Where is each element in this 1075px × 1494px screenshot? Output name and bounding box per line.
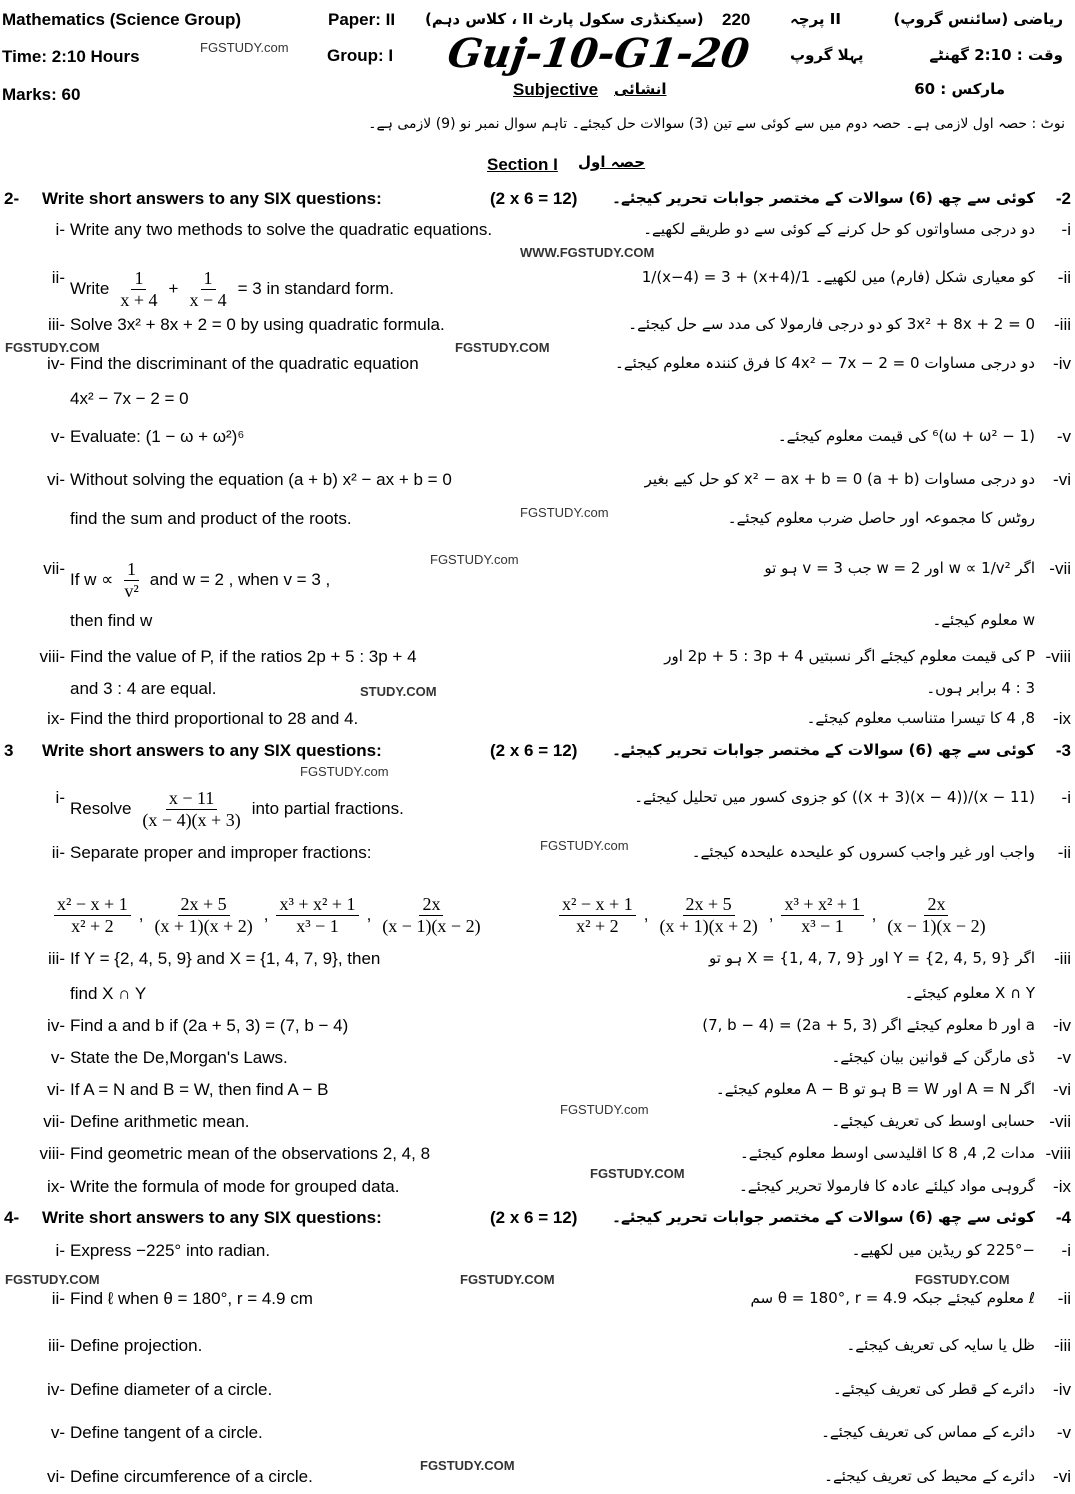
urdu-question-text: 3 : 4 برابر ہوں۔ bbox=[926, 679, 1035, 697]
question-line bbox=[0, 741, 1075, 760]
handwritten-date: Guj-10-G1-20 bbox=[444, 30, 753, 77]
urdu-question-number: -4 bbox=[1055, 1208, 1071, 1227]
urdu-instructions-note: نوٹ : حصہ اول لازمی ہے۔ حصہ دوم میں سے کوئی سے تین (3) سوالات حل کیجئے۔ تاہم سوال نمبر نو (9) لازمی ہے۔ bbox=[368, 116, 1065, 132]
urdu-question-text: کوئی سے چھ (6) سوالات کے مختصر جوابات تحریر کیجئے۔ bbox=[612, 189, 1035, 207]
text-segment: Solve 3x² + 8x + 2 = 0 by using quadratic formula. bbox=[70, 315, 445, 334]
question-line bbox=[0, 354, 1075, 373]
urdu-question-text: (1 − ω + ω²)⁶ کی قیمت معلوم کیجئے۔ bbox=[777, 427, 1035, 445]
text-segment: Express −225° into radian. bbox=[70, 1241, 271, 1260]
text-segment: Define circumference of a circle. bbox=[70, 1467, 313, 1486]
question-number: ix- bbox=[47, 709, 65, 728]
question-number: iv- bbox=[47, 1380, 65, 1399]
urdu-question-number: -ix bbox=[1053, 709, 1071, 728]
urdu-question-number: -vi bbox=[1053, 470, 1071, 489]
urdu-question-number: -iv bbox=[1053, 1380, 1071, 1399]
urdu-question-text: حسابی اوسط کی تعریف کیجئے۔ bbox=[831, 1112, 1035, 1130]
fraction bbox=[151, 894, 255, 936]
watermark-text: FGSTUDY.COM bbox=[5, 1272, 100, 1287]
question-text bbox=[66, 220, 496, 240]
text-segment: , bbox=[138, 905, 144, 925]
question-line bbox=[0, 1112, 1075, 1131]
text-segment: , bbox=[768, 905, 774, 925]
text-segment: , bbox=[366, 905, 372, 925]
text-segment: Write the formula of mode for grouped data. bbox=[70, 1177, 400, 1196]
urdu-class-label: (سیکنڈری سکول پارٹ II ، کلاس دہم) bbox=[425, 10, 704, 28]
text-segment: Write any two methods to solve the quadratic equations. bbox=[70, 220, 493, 239]
text-segment: Evaluate: (1 − ω + ω²)⁶ bbox=[70, 427, 245, 446]
question-number: ii- bbox=[51, 843, 65, 862]
text-segment: Without solving the equation (a + b) x² − ax + b = 0 bbox=[70, 470, 452, 489]
numerator: 2x bbox=[419, 894, 443, 916]
watermark-text: FGSTUDY.COM bbox=[5, 340, 100, 355]
urdu-section-heading: حصہ اول bbox=[578, 153, 646, 171]
urdu-question-number: -ii bbox=[1057, 1289, 1071, 1308]
urdu-question-number: -vii bbox=[1049, 559, 1071, 578]
urdu-question-text: ڈی مارگن کے قوانین بیان کیجئے۔ bbox=[831, 1048, 1035, 1066]
question-text bbox=[66, 984, 150, 1004]
question-line bbox=[0, 1289, 1075, 1308]
urdu-question-number: -vi bbox=[1053, 1467, 1071, 1486]
question-text bbox=[66, 1467, 317, 1487]
question-line bbox=[0, 1177, 1075, 1196]
question-number: viii- bbox=[39, 647, 65, 666]
urdu-question-text: کو معیاری شکل (فارم) میں لکھیے۔ 1/(x+4) + 1/(x−4) = 3 bbox=[641, 268, 1035, 286]
numerator: 1 bbox=[131, 268, 146, 290]
question-number: vi- bbox=[47, 1467, 65, 1486]
question-text bbox=[66, 470, 456, 490]
watermark-text: FGSTUDY.COM bbox=[915, 1272, 1010, 1287]
section-heading: Section I bbox=[487, 155, 558, 174]
question-line bbox=[0, 611, 1075, 630]
text-segment: If A = N and B = W, then find A − B bbox=[70, 1080, 329, 1099]
question-text bbox=[66, 1080, 332, 1100]
urdu-question-number: -vii bbox=[1049, 1112, 1071, 1131]
question-marks: (2 x 6 = 12) bbox=[490, 189, 578, 208]
subject-title: Mathematics (Science Group) bbox=[2, 10, 242, 29]
fraction bbox=[121, 559, 141, 601]
text-segment: If w ∝ bbox=[70, 570, 114, 590]
text-segment: and w = 2 , when v = 3 , bbox=[149, 570, 331, 590]
urdu-question-text: دائرے کے محیط کی تعریف کیجئے۔ bbox=[824, 1467, 1035, 1485]
question-line bbox=[0, 427, 1075, 446]
text-segment: find the sum and product of the roots. bbox=[70, 509, 352, 528]
urdu-question-text: 8, 4 کا تیسرا متناسب معلوم کیجئے۔ bbox=[806, 709, 1035, 727]
numerator: 2x bbox=[924, 894, 948, 916]
watermark-text: STUDY.COM bbox=[360, 684, 437, 699]
urdu-question-number: -v bbox=[1056, 427, 1071, 446]
question-text bbox=[66, 268, 398, 310]
text-segment: Define diameter of a circle. bbox=[70, 1380, 273, 1399]
fraction bbox=[54, 894, 131, 936]
fraction bbox=[781, 894, 863, 936]
watermark-text: FGSTUDY.COM bbox=[460, 1272, 555, 1287]
question-text bbox=[66, 559, 334, 601]
question-number: iii- bbox=[48, 1336, 65, 1355]
question-text bbox=[66, 1241, 274, 1261]
paper-label: Paper: II bbox=[328, 10, 396, 29]
urdu-question-text: P کی قیمت معلوم کیجئے اگر نسبتیں 2p + 5 : 3p + 4 اور bbox=[664, 647, 1035, 665]
urdu-question-text: 3x² + 8x + 2 = 0 کو دو درجی فارمولا کی مدد سے حل کیجئے۔ bbox=[628, 315, 1035, 333]
question-number: vi- bbox=[47, 1080, 65, 1099]
question-number: iii- bbox=[48, 949, 65, 968]
question-number: v- bbox=[50, 1423, 65, 1442]
question-line bbox=[0, 470, 1075, 489]
text-segment: , bbox=[871, 905, 877, 925]
watermark-text: FGSTUDY.COM bbox=[590, 1166, 685, 1181]
question-number: i- bbox=[55, 220, 65, 239]
denominator: (x − 4)(x + 3) bbox=[142, 809, 241, 830]
numerator: x³ + x² + 1 bbox=[781, 894, 863, 916]
question-text bbox=[38, 1208, 386, 1228]
question-number: iv- bbox=[47, 1016, 65, 1035]
question-text bbox=[66, 427, 248, 447]
question-line bbox=[0, 949, 1075, 968]
urdu-question-number: -v bbox=[1056, 1048, 1071, 1067]
question-text bbox=[66, 354, 423, 374]
denominator: v² bbox=[124, 580, 139, 601]
question-text bbox=[38, 741, 386, 761]
urdu-subjective-heading: انشائی bbox=[614, 80, 667, 98]
question-text bbox=[66, 843, 375, 863]
question-text bbox=[66, 509, 356, 529]
fraction bbox=[884, 894, 988, 936]
numerator: 1 bbox=[124, 559, 139, 581]
urdu-question-text: اگر Y = {2, 4, 5, 9} اور X = {1, 4, 7, 9} ہو تو bbox=[709, 949, 1035, 967]
question-number: v- bbox=[50, 427, 65, 446]
urdu-question-text: −225° کو ریڈین میں لکھیے۔ bbox=[851, 1241, 1035, 1259]
urdu-question-number: -i bbox=[1061, 788, 1071, 807]
numerator: 2x + 5 bbox=[178, 894, 230, 916]
urdu-question-text: ظل یا سایہ کی تعریف کیجئے۔ bbox=[846, 1336, 1035, 1354]
watermark-text: FGSTUDY.com bbox=[430, 552, 519, 567]
question-text bbox=[66, 1289, 317, 1309]
watermark-text: FGSTUDY.COM bbox=[420, 1458, 515, 1473]
text-segment: Write short answers to any SIX questions: bbox=[42, 741, 382, 760]
urdu-question-text: کوئی سے چھ (6) سوالات کے مختصر جوابات تحریر کیجئے۔ bbox=[612, 1208, 1035, 1226]
urdu-question-number: -2 bbox=[1055, 189, 1071, 208]
urdu-question-number: -iv bbox=[1053, 354, 1071, 373]
question-number: iv- bbox=[47, 354, 65, 373]
question-number: 3 bbox=[4, 741, 14, 760]
question-text bbox=[66, 1016, 352, 1036]
text-segment: into partial fractions. bbox=[251, 799, 404, 819]
text-segment: , bbox=[643, 905, 649, 925]
text-segment: Define tangent of a circle. bbox=[70, 1423, 263, 1442]
urdu-question-text: دو درجی مساوات (a + b) x² − ax + b = 0 کو حل کیے بغیر bbox=[644, 470, 1035, 488]
watermark-text: FGSTUDY.com bbox=[520, 505, 609, 520]
marks-label: Marks: 60 bbox=[2, 85, 81, 104]
question-number: ix- bbox=[47, 1177, 65, 1196]
urdu-question-text: روٹس کا مجموعہ اور حاصل ضرب معلوم کیجئے۔ bbox=[727, 509, 1035, 527]
denominator: (x + 1)(x + 2) bbox=[659, 915, 758, 936]
question-line bbox=[0, 1423, 1075, 1442]
fraction bbox=[117, 268, 160, 310]
text-segment: If Y = {2, 4, 5, 9} and X = {1, 4, 7, 9}, then bbox=[70, 949, 381, 968]
numerator: x² − x + 1 bbox=[559, 894, 636, 916]
question-number: vii- bbox=[43, 1112, 65, 1131]
urdu-question-text: کوئی سے چھ (6) سوالات کے مختصر جوابات تحریر کیجئے۔ bbox=[612, 741, 1035, 759]
text-segment: , bbox=[263, 905, 269, 925]
question-line bbox=[0, 709, 1075, 728]
question-line bbox=[0, 647, 1075, 666]
question-marks: (2 x 6 = 12) bbox=[490, 1208, 578, 1227]
text-segment: Find the third proportional to 28 and 4. bbox=[70, 709, 359, 728]
denominator: (x − 1)(x − 2) bbox=[887, 915, 986, 936]
numerator: 2x + 5 bbox=[683, 894, 735, 916]
question-text bbox=[66, 389, 193, 409]
urdu-marks-label: مارکس : 60 bbox=[914, 80, 1005, 98]
question-line bbox=[0, 1048, 1075, 1067]
urdu-question-text: اگر A = N اور B = W ہو تو A − B معلوم کیجئے۔ bbox=[715, 1080, 1035, 1098]
text-segment: Find a and b if (2a + 5, 3) = (7, b − 4) bbox=[70, 1016, 349, 1035]
question-line bbox=[0, 1336, 1075, 1355]
question-number: v- bbox=[50, 1048, 65, 1067]
denominator: x³ − 1 bbox=[296, 915, 339, 936]
fraction-list bbox=[50, 894, 488, 936]
urdu-question-number: -viii bbox=[1045, 647, 1071, 666]
question-line bbox=[0, 1380, 1075, 1399]
fraction bbox=[276, 894, 358, 936]
text-segment: Find the discriminant of the quadratic equation bbox=[70, 354, 419, 373]
fraction bbox=[559, 894, 636, 936]
urdu-question-number: -i bbox=[1061, 1241, 1071, 1260]
question-text bbox=[66, 679, 221, 699]
urdu-question-number: -viii bbox=[1045, 1144, 1071, 1163]
urdu-question-text: w معلوم کیجئے۔ bbox=[932, 611, 1035, 629]
fraction-list-urdu-side bbox=[555, 894, 993, 936]
text-segment: 4x² − 7x − 2 = 0 bbox=[70, 389, 189, 408]
urdu-question-text: دائرے کے مماس کی تعریف کیجئے۔ bbox=[821, 1423, 1035, 1441]
urdu-question-text: X ∩ Y معلوم کیجئے۔ bbox=[904, 984, 1035, 1002]
question-text bbox=[66, 788, 408, 830]
urdu-paper-label: II پرچہ bbox=[790, 10, 841, 28]
group-label: Group: I bbox=[327, 46, 394, 65]
urdu-question-number: -iii bbox=[1054, 949, 1071, 968]
text-segment: Define arithmetic mean. bbox=[70, 1112, 250, 1131]
text-segment: find X ∩ Y bbox=[70, 984, 147, 1003]
fraction bbox=[656, 894, 760, 936]
question-number: vii- bbox=[43, 559, 65, 578]
urdu-question-text: واجب اور غیر واجب کسروں کو علیحدہ علیحدہ کیجئے۔ bbox=[691, 843, 1035, 861]
numerator: x² − x + 1 bbox=[54, 894, 131, 916]
question-line bbox=[0, 1241, 1075, 1260]
numerator: 1 bbox=[201, 268, 216, 290]
question-number: viii- bbox=[39, 1144, 65, 1163]
urdu-question-number: -3 bbox=[1055, 741, 1071, 760]
urdu-question-text: a اور b معلوم کیجئے اگر (2a + 5, 3) = (7, b − 4) bbox=[702, 1016, 1035, 1034]
question-text bbox=[38, 189, 386, 209]
question-text bbox=[66, 611, 156, 631]
question-text bbox=[66, 1423, 267, 1443]
urdu-question-number: -v bbox=[1056, 1423, 1071, 1442]
question-line bbox=[0, 1016, 1075, 1035]
watermark-text: FGSTUDY.com bbox=[200, 40, 289, 55]
question-text bbox=[66, 1380, 276, 1400]
urdu-question-text: دو درجی مساوات 4x² − 7x − 2 = 0 کا فرق کنندہ معلوم کیجئے۔ bbox=[615, 354, 1035, 372]
text-segment: Resolve bbox=[70, 799, 132, 819]
question-number: iii- bbox=[48, 315, 65, 334]
urdu-question-number: -iv bbox=[1053, 1016, 1071, 1035]
fraction bbox=[379, 894, 483, 936]
urdu-question-text: مدات 2, 4, 8 کا اقلیدسی اوسط معلوم کیجئے۔ bbox=[740, 1144, 1035, 1162]
urdu-question-number: -vi bbox=[1053, 1080, 1071, 1099]
subjective-heading: Subjective bbox=[513, 80, 599, 99]
question-line bbox=[0, 894, 1075, 936]
watermark-text: FGSTUDY.com bbox=[560, 1102, 649, 1117]
urdu-question-text: گروہی مواد کیلئے عادہ کا فارمولا تحریر کیجئے۔ bbox=[739, 1177, 1035, 1195]
urdu-question-text: دو درجی مساواتوں کو حل کرنے کے کوئی سے دو طریقے لکھیے۔ bbox=[643, 220, 1035, 238]
question-line bbox=[0, 315, 1075, 334]
text-segment: Write bbox=[70, 279, 110, 299]
text-segment: Find ℓ when θ = 180°, r = 4.9 cm bbox=[70, 1289, 313, 1308]
question-text bbox=[66, 1177, 403, 1197]
question-text bbox=[66, 1048, 292, 1068]
watermark-text: WWW.FGSTUDY.COM bbox=[520, 245, 655, 260]
text-segment: Write short answers to any SIX questions: bbox=[42, 189, 382, 208]
text-segment: Write short answers to any SIX questions: bbox=[42, 1208, 382, 1227]
urdu-question-text: (x − 11)/((x − 4)(x + 3)) کو جزوی کسور میں تحلیل کیجئے۔ bbox=[634, 788, 1035, 806]
question-text bbox=[66, 315, 449, 335]
question-number: vi- bbox=[47, 470, 65, 489]
urdu-question-number: -iii bbox=[1054, 315, 1071, 334]
question-number: i- bbox=[55, 1241, 65, 1260]
urdu-question-number: -ii bbox=[1057, 268, 1071, 287]
numerator: x³ + x² + 1 bbox=[276, 894, 358, 916]
urdu-question-text: اگر w ∝ 1/v² اور w = 2 جب v = 3 ہو تو bbox=[764, 559, 1035, 577]
urdu-time-label: وقت : 2:10 گھنٹے bbox=[929, 46, 1063, 64]
question-text bbox=[66, 1112, 254, 1132]
question-text bbox=[66, 709, 362, 729]
question-number: i- bbox=[55, 788, 65, 807]
text-segment: + bbox=[168, 279, 179, 299]
question-line bbox=[0, 220, 1075, 239]
question-text bbox=[66, 949, 384, 969]
question-line bbox=[0, 389, 1075, 408]
question-number: 2- bbox=[4, 189, 20, 208]
question-line bbox=[0, 1080, 1075, 1099]
question-line bbox=[0, 1467, 1075, 1486]
urdu-question-number: -ix bbox=[1053, 1177, 1071, 1196]
question-line bbox=[0, 1144, 1075, 1163]
question-number: ii- bbox=[51, 268, 65, 287]
text-segment: Separate proper and improper fractions: bbox=[70, 843, 372, 862]
watermark-text: FGSTUDY.com bbox=[540, 838, 629, 853]
text-segment: Find geometric mean of the observations 2, 4, 8 bbox=[70, 1144, 431, 1163]
question-number: 4- bbox=[4, 1208, 20, 1227]
question-line bbox=[0, 1208, 1075, 1227]
question-marks: (2 x 6 = 12) bbox=[490, 741, 578, 760]
watermark-text: FGSTUDY.COM bbox=[455, 340, 550, 355]
question-text bbox=[66, 1144, 434, 1164]
question-line bbox=[0, 788, 1075, 830]
time-label: Time: 2:10 Hours bbox=[2, 47, 140, 66]
urdu-group-label: پہلا گروپ bbox=[790, 46, 864, 64]
denominator: x + 4 bbox=[120, 289, 158, 310]
text-segment: then find w bbox=[70, 611, 153, 630]
denominator: x² + 2 bbox=[71, 915, 114, 936]
urdu-question-number: -ii bbox=[1057, 843, 1071, 862]
fraction bbox=[139, 788, 243, 830]
denominator: x² + 2 bbox=[576, 915, 619, 936]
numerator: x − 11 bbox=[166, 788, 217, 810]
text-segment: and 3 : 4 are equal. bbox=[70, 679, 217, 698]
denominator: x³ − 1 bbox=[801, 915, 844, 936]
urdu-subject-title: ریاضی (سائنس گروپ) bbox=[893, 10, 1063, 28]
paper-code: 220 bbox=[722, 10, 751, 29]
urdu-question-text: ℓ معلوم کیجئے جبکہ θ = 180°, r = 4.9 سم bbox=[750, 1289, 1035, 1307]
fraction bbox=[186, 268, 229, 310]
question-line bbox=[0, 984, 1075, 1003]
question-line bbox=[0, 268, 1075, 310]
urdu-question-number: -iii bbox=[1054, 1336, 1071, 1355]
denominator: x − 4 bbox=[189, 289, 227, 310]
urdu-question-text: دائرے کے قطر کی تعریف کیجئے۔ bbox=[832, 1380, 1035, 1398]
watermark-text: FGSTUDY.com bbox=[300, 764, 389, 779]
question-text bbox=[66, 1336, 206, 1356]
denominator: (x − 1)(x − 2) bbox=[382, 915, 481, 936]
question-number: ii- bbox=[51, 1289, 65, 1308]
denominator: (x + 1)(x + 2) bbox=[154, 915, 253, 936]
question-text bbox=[66, 647, 421, 667]
question-line bbox=[0, 189, 1075, 208]
text-segment: State the De,Morgan's Laws. bbox=[70, 1048, 288, 1067]
text-segment: = 3 in standard form. bbox=[237, 279, 394, 299]
text-segment: Define projection. bbox=[70, 1336, 203, 1355]
text-segment: Find the value of P, if the ratios 2p + 5 : 3p + 4 bbox=[70, 647, 417, 666]
urdu-question-number: -i bbox=[1061, 220, 1071, 239]
